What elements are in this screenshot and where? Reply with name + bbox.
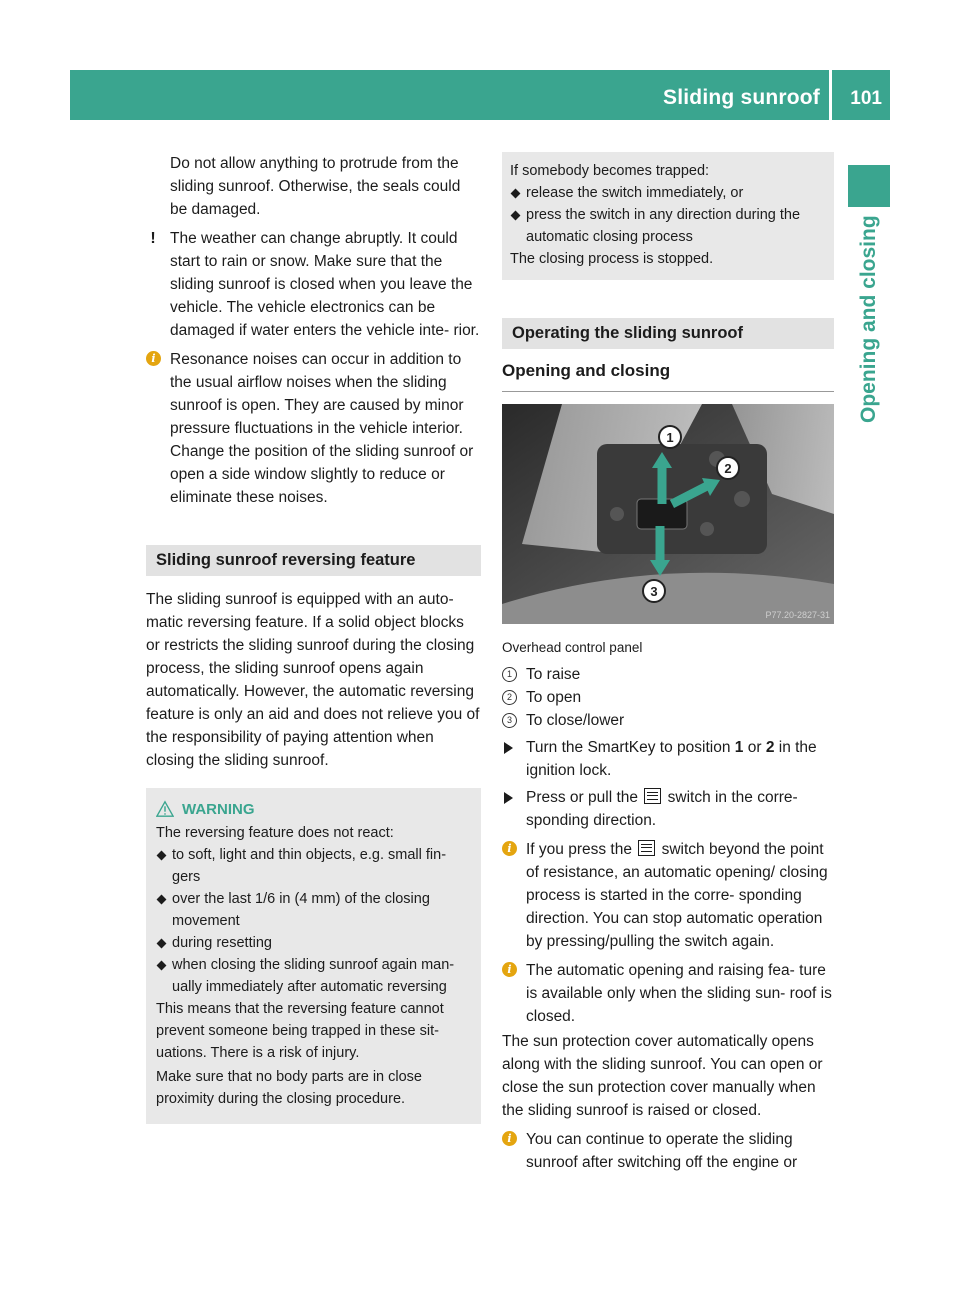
number-3-icon: 3 bbox=[502, 713, 517, 728]
paragraph: The sliding sunroof is equipped with an auto- matic reversing feature. If a solid object blocks or restricts the sliding sunroof during the closing process, the sliding sunroof opens again automatically. However, the automatic reversing feature is only an aid and does not relieve you of the responsibility of paying attention when closing the sliding sunroof. bbox=[146, 591, 480, 769]
header-divider bbox=[829, 70, 832, 120]
step-text: Press or pull the switch in the corre- sponding direction. bbox=[526, 789, 798, 829]
warning-header bbox=[156, 800, 473, 818]
info-icon: i bbox=[146, 351, 161, 366]
warning-box bbox=[146, 788, 481, 1124]
note-text: The weather can change abruptly. It could start to rain or snow. Make sure that the sliding sunroof is closed when you leave the vehicle. The vehicle electronics can be damaged if water enters the vehicle inte- rior. bbox=[170, 230, 480, 339]
number-2-icon: 2 bbox=[502, 690, 517, 705]
list-item: when closing the sliding sunroof again man- ually immediately after automatic reversing bbox=[156, 954, 473, 998]
legend-text: To close/lower bbox=[526, 712, 625, 729]
info-icon: i bbox=[502, 962, 517, 977]
note-text: The automatic opening and raising fea- ture is available only when the sliding sun- roof is closed. bbox=[526, 962, 832, 1025]
legend-text: To open bbox=[526, 689, 582, 706]
chapter-tab-marker bbox=[848, 165, 890, 207]
overhead-control-panel-photo bbox=[502, 404, 834, 624]
list-item: release the switch immediately, or bbox=[510, 182, 826, 204]
legend-item bbox=[502, 663, 834, 686]
section-heading: Sliding sunroof reversing feature bbox=[146, 545, 481, 576]
list-item: to soft, light and thin objects, e.g. small fin- gers bbox=[156, 844, 473, 888]
photo-code: P77.20-2827-31 bbox=[765, 610, 830, 620]
warning-text: This means that the reversing feature cannot prevent someone being trapped in these sit- uations. There is a risk of injury. bbox=[156, 1001, 444, 1061]
list-item: over the last 1/6 in (4 mm) of the closing movement bbox=[156, 888, 473, 932]
section-heading: Operating the sliding sunroof bbox=[502, 318, 834, 349]
caution-note bbox=[146, 227, 481, 342]
step-arrow-icon bbox=[504, 792, 513, 804]
legend-text: To raise bbox=[526, 666, 581, 683]
info-icon: i bbox=[502, 1131, 517, 1146]
header-title: Sliding sunroof bbox=[663, 86, 820, 109]
list-item: press the switch in any direction during the automatic closing process bbox=[510, 204, 826, 248]
svg-text:2: 2 bbox=[724, 461, 732, 476]
page-number: 101 bbox=[850, 88, 882, 109]
warning-intro: The reversing feature does not react: bbox=[156, 825, 394, 841]
chapter-label: Opening and closing bbox=[857, 215, 880, 423]
svg-text:1: 1 bbox=[666, 430, 674, 445]
legend-item bbox=[502, 709, 834, 732]
number-1-icon: 1 bbox=[502, 667, 517, 682]
warning-triangle-icon bbox=[156, 800, 174, 818]
left-column bbox=[146, 152, 481, 1124]
step-arrow-icon bbox=[504, 742, 513, 754]
exclamation-icon: ! bbox=[150, 230, 156, 247]
note-text: You can continue to operate the sliding sunroof after switching off the engine or bbox=[526, 1131, 798, 1171]
warning-text: Make sure that no body parts are in close proximity during the closing procedure. bbox=[156, 1069, 422, 1107]
info-note bbox=[502, 959, 834, 1028]
note-text: Resonance noises can occur in addition to the usual airflow noises when the sliding sunroof is open. They are caused by minor pressure fluctuations in the vehicle interior. Change the position of the sliding sunroof or open a side window slightly to reduce or eliminate these noises. bbox=[170, 351, 474, 506]
info-note bbox=[502, 1128, 834, 1174]
figure-caption: Overhead control panel bbox=[502, 640, 643, 655]
info-note bbox=[502, 838, 834, 953]
instruction-step bbox=[502, 786, 834, 832]
legend-item bbox=[502, 686, 834, 709]
note-text: If you press the switch beyond the point of resistance, an automatic opening/ closing process is started in the corre- sponding direction. You can stop automatic operation by pressing/pulling the switch again. bbox=[526, 841, 828, 950]
info-icon: i bbox=[502, 841, 517, 856]
instruction-step bbox=[502, 736, 834, 782]
paragraph: The sun protection cover automatically opens along with the sliding sunroof. You can open or close the sun protection cover manually when the sliding sunroof is raised or closed. bbox=[502, 1033, 823, 1119]
warning-title: WARNING bbox=[182, 800, 255, 818]
box-outro: The closing process is stopped. bbox=[510, 251, 714, 267]
page-header bbox=[70, 70, 890, 120]
list-item: during resetting bbox=[156, 932, 473, 954]
info-note bbox=[146, 348, 481, 509]
sunroof-switch-icon bbox=[638, 840, 655, 856]
sunroof-switch-icon bbox=[644, 788, 661, 804]
right-column bbox=[502, 152, 834, 1174]
box-intro: If somebody becomes trapped: bbox=[510, 163, 710, 179]
svg-text:3: 3 bbox=[650, 584, 658, 599]
trapped-info-box bbox=[502, 152, 834, 280]
subsection-heading: Opening and closing bbox=[502, 361, 834, 392]
step-text: Turn the SmartKey to position 1 or 2 in the ignition lock. bbox=[526, 739, 817, 779]
paragraph: Do not allow anything to protrude from the sliding sunroof. Otherwise, the seals could be damaged. bbox=[170, 155, 461, 218]
